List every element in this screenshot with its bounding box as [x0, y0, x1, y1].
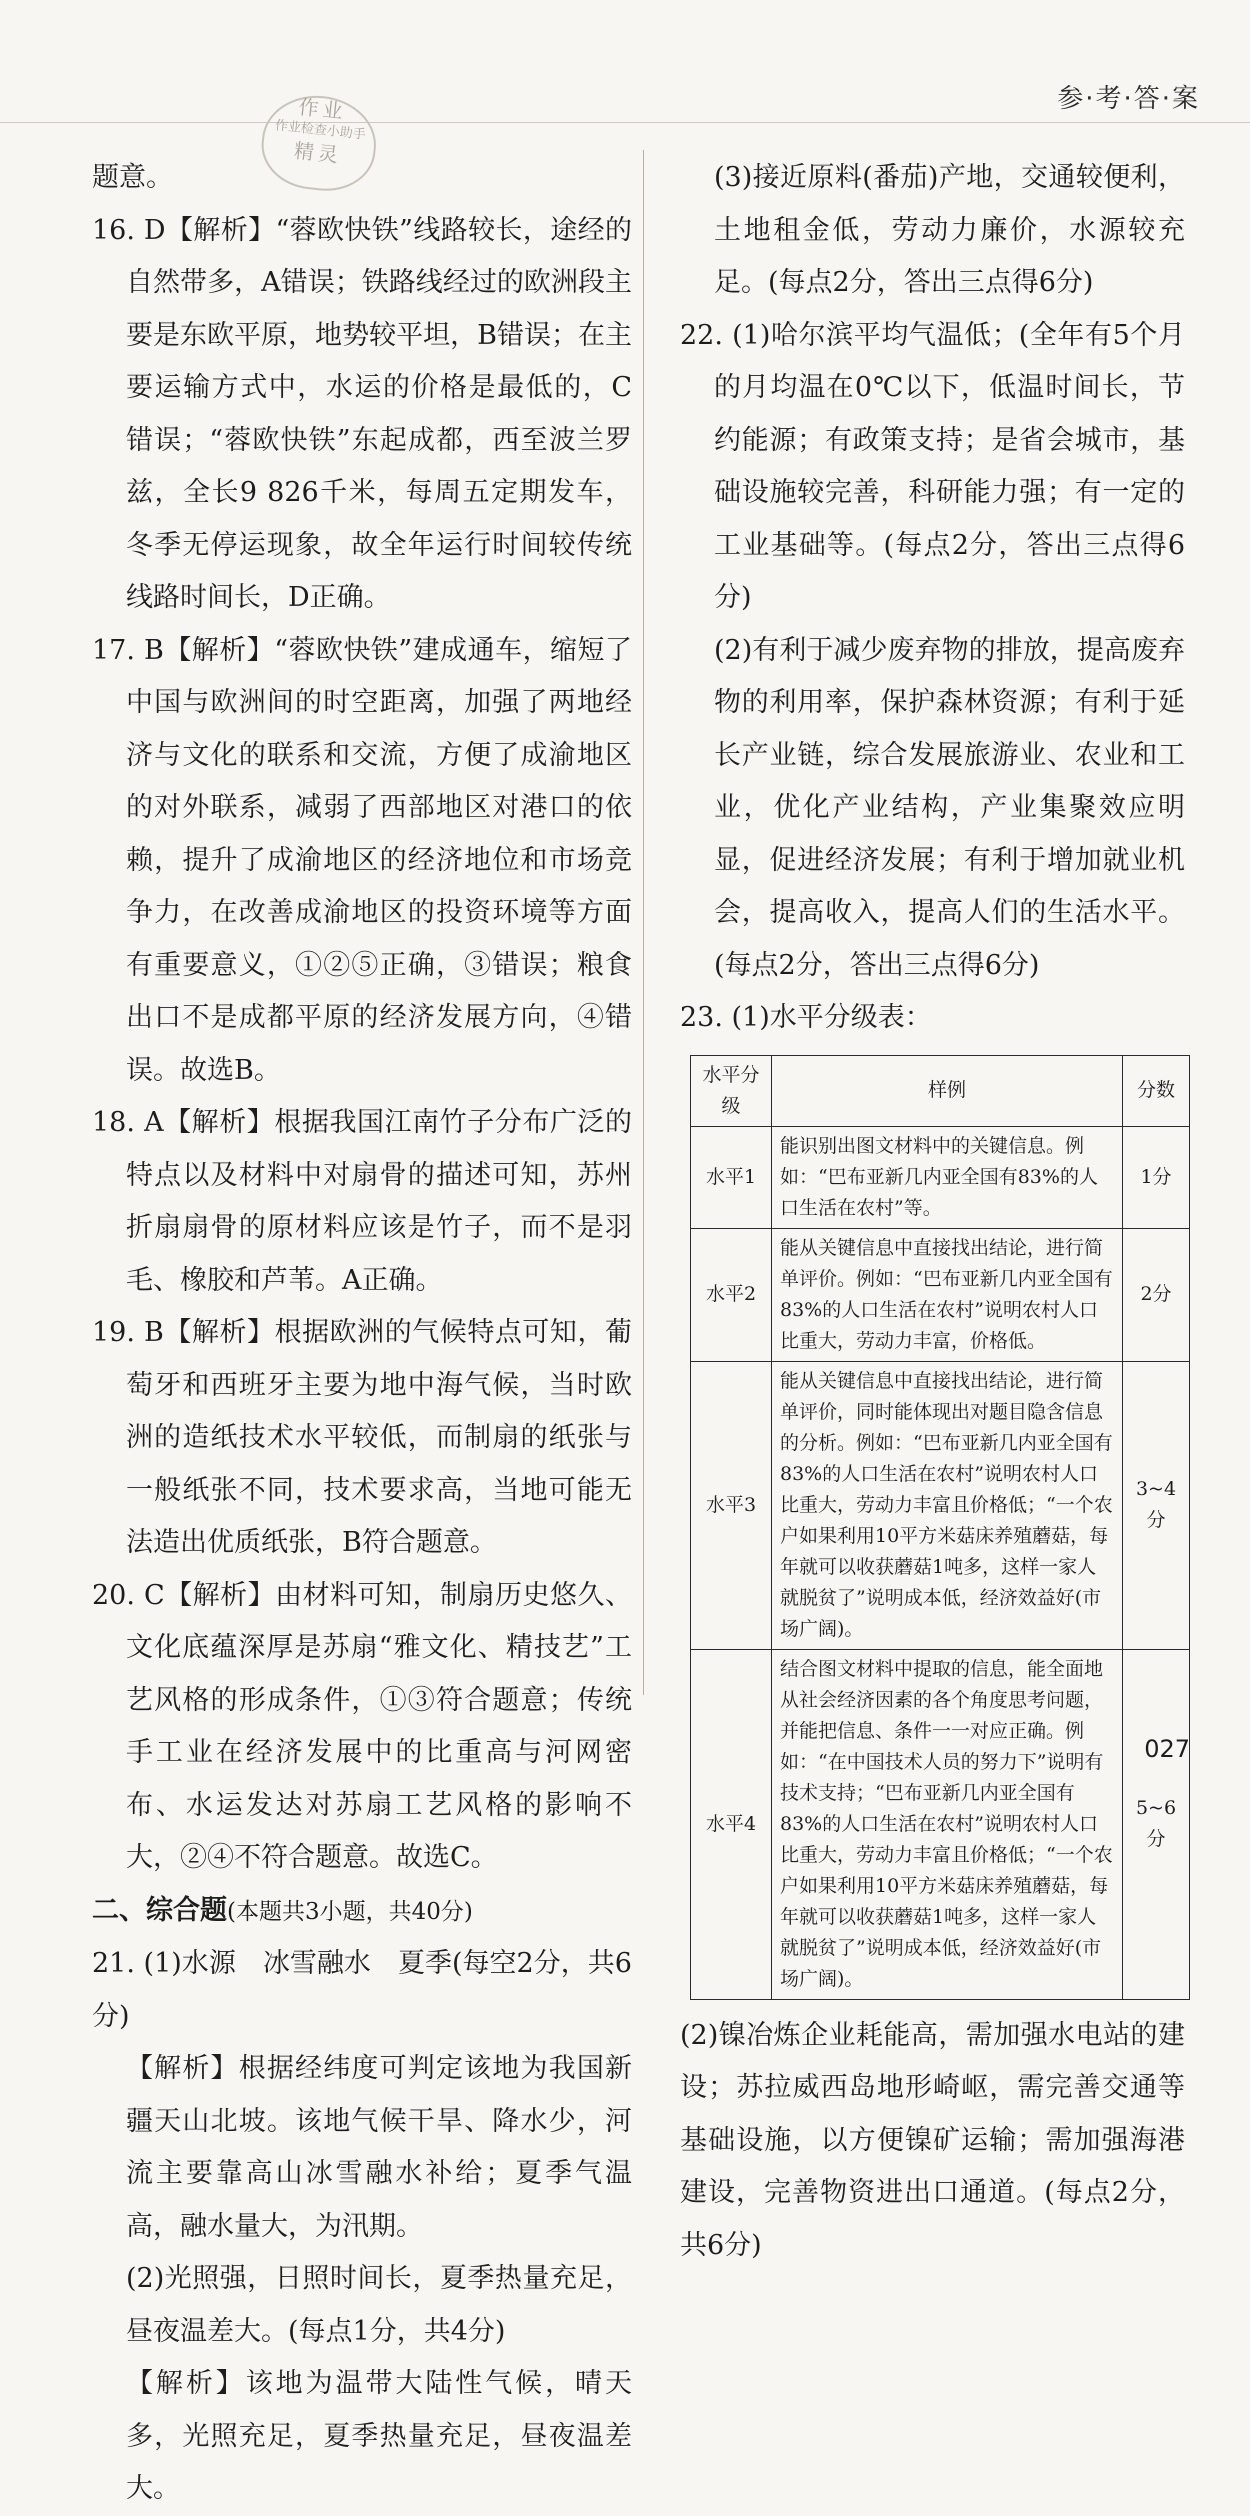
answer-22-2: (2)有利于减少废弃物的排放，提高废弃物的利用率，保护森林资源；有利于延长产业链，综合发展旅游业、农业和工业，优化产业结构，产业集聚效应明显，促进经济发展；有利于增加就业机会，提高收入，提高人们的生活水平。(每点2分，答出三点得6分) [714, 634, 1185, 981]
watermark-stamp: 作业 作业检查小助手 精灵 [257, 90, 380, 195]
answer-21-1: 21. (1)水源 冰雪融水 夏季(每空2分，共6分) [92, 1948, 632, 2032]
score-cell: 1分 [1123, 1126, 1190, 1228]
answer-21-2-explanation: 【解析】该地为温带大陆性气候，晴天多，光照充足，夏季热量充足，昼夜温差大。 [126, 2368, 632, 2504]
table-row [691, 1126, 1190, 1228]
score-cell: 2分 [1123, 1228, 1190, 1361]
example-cell: 结合图文材料中提取的信息，能全面地从社会经济因素的各个角度思考问题，并能把信息、条件一一对应正确。例如：“在中国技术人员的努力下”说明有技术支持；“巴布亚新几内亚全国有83%的人口生活在农村”说明农村人口比重大，劳动力丰富且价格低；“一个农户如果利用10平方米菇床养殖蘑菇，每年就可以收获蘑菇1吨多，这样一家人就脱贫了”说明成本低，经济效益好(市场广阔)。 [772, 1649, 1123, 1999]
score-cell: 5~6分 [1123, 1649, 1190, 1999]
answer-17: 17. B【解析】“蓉欧快铁”建成通车，缩短了中国与欧洲间的时空距离，加强了两地经济与文化的联系和交流，方便了成渝地区的对外联系，减弱了西部地区对港口的依赖，提升了成渝地区的经济地位和市场竞争力，在改善成渝地区的投资环境等方面有重要意义，①②⑤正确，③错误；粮食出口不是成都平原的经济发展方向，④错误。故选B。 [92, 634, 632, 1086]
level-cell: 水平2 [691, 1228, 772, 1361]
header-rule [0, 122, 1250, 123]
right-column [680, 152, 1185, 2272]
answer-text: 题意。 [92, 162, 173, 193]
table-row [691, 1649, 1190, 1999]
section-subtitle: (本题共3小题，共40分) [227, 1898, 473, 1925]
answer-21-2: (2)光照强，日照时间长，夏季热量充足，昼夜温差大。(每点1分，共4分) [126, 2263, 632, 2347]
table-row [691, 1361, 1190, 1649]
left-column [92, 152, 632, 2516]
level-table [690, 1055, 1190, 2000]
answer-19: 19. B【解析】根据欧洲的气候特点可知，葡萄牙和西班牙主要为地中海气候，当时欧洲的造纸技术水平较低，而制扇的纸张与一般纸张不同，技术要求高，当地可能无法造出优质纸张，B符合题意。 [92, 1317, 632, 1558]
score-cell: 3~4分 [1123, 1361, 1190, 1649]
level-cell: 水平1 [691, 1126, 772, 1228]
table-header-row [691, 1055, 1190, 1126]
section-heading [92, 1885, 632, 1939]
example-cell: 能从关键信息中直接找出结论，进行简单评价，同时能体现出对题目隐含信息的分析。例如：“巴布亚新几内亚全国有83%的人口生活在农村”说明农村人口比重大，劳动力丰富且价格低；“一个农户如果利用10平方米菇床养殖蘑菇，每年就可以收获蘑菇1吨多，这样一家人就脱贫了”说明成本低，经济效益好(市场广阔)。 [772, 1361, 1123, 1649]
answer-21-1-explanation: 【解析】根据经纬度可判定该地为我国新疆天山北坡。该地气候干旱、降水少，河流主要靠高山冰雪融水补给；夏季气温高，融水量大，为汛期。 [126, 2053, 632, 2242]
column-header: 分数 [1123, 1055, 1190, 1126]
answer-22-1: 22. (1)哈尔滨平均气温低；(全年有5个月的月均温在0℃以下，低温时间长，节约能源；有政策支持；是省会城市，基础设施较完善，科研能力强；有一定的工业基础等。(每点2分，答出三点得6分) [680, 319, 1185, 613]
section-title: 二、综合题 [92, 1894, 227, 1926]
page-number: 027 [1144, 1735, 1190, 1763]
answer-23-2: (2)镍冶炼企业耗能高，需加强水电站的建设；苏拉威西岛地形崎岖，需完善交通等基础设施，以方便镍矿运输；需加强海港建设，完善物资进出口通道。(每点2分，共6分) [680, 2019, 1185, 2261]
answer-21-3: (3)接近原料(番茄)产地，交通较便利，土地租金低，劳动力廉价，水源较充足。(每点2分，答出三点得6分) [714, 162, 1185, 298]
answer-16: 16. D【解析】“蓉欧快铁”线路较长，途经的自然带多，A错误；铁路线经过的欧洲段主要是东欧平原，地势较平坦，B错误；在主要运输方式中，水运的价格是最低的，C错误；“蓉欧快铁”东起成都，西至波兰罗兹，全长9 826千米，每周五定期发车，冬季无停运现象，故全年运行时间较传统线路时间长，D正确。 [92, 214, 632, 613]
column-header: 水平分级 [691, 1055, 772, 1126]
example-cell: 能从关键信息中直接找出结论，进行简单评价。例如：“巴布亚新几内亚全国有83%的人口生活在农村”说明农村人口比重大，劳动力丰富，价格低。 [772, 1228, 1123, 1361]
answer-23-1: 23. (1)水平分级表： [680, 1002, 932, 1033]
example-cell: 能识别出图文材料中的关键信息。例如：“巴布亚新几内亚全国有83%的人口生活在农村”等。 [772, 1126, 1123, 1228]
answer-18: 18. A【解析】根据我国江南竹子分布广泛的特点以及材料中对扇骨的描述可知，苏州折扇扇骨的原材料应该是竹子，而不是羽毛、橡胶和芦苇。A正确。 [92, 1107, 632, 1296]
page-header: 参·考·答·案 [1057, 84, 1200, 114]
column-header: 样例 [772, 1055, 1123, 1126]
answer-20: 20. C【解析】由材料可知，制扇历史悠久、文化底蕴深厚是苏扇“雅文化、精技艺”工艺风格的形成条件，①③符合题意；传统手工业在经济发展中的比重高与河网密布、水运发达对苏扇工艺风格的影响不大，②④不符合题意。故选C。 [92, 1579, 632, 1873]
level-table-wrapper [690, 1055, 1185, 2000]
level-cell: 水平3 [691, 1361, 772, 1649]
table-row [691, 1228, 1190, 1361]
level-cell: 水平4 [691, 1649, 772, 1999]
column-divider [643, 150, 644, 1695]
